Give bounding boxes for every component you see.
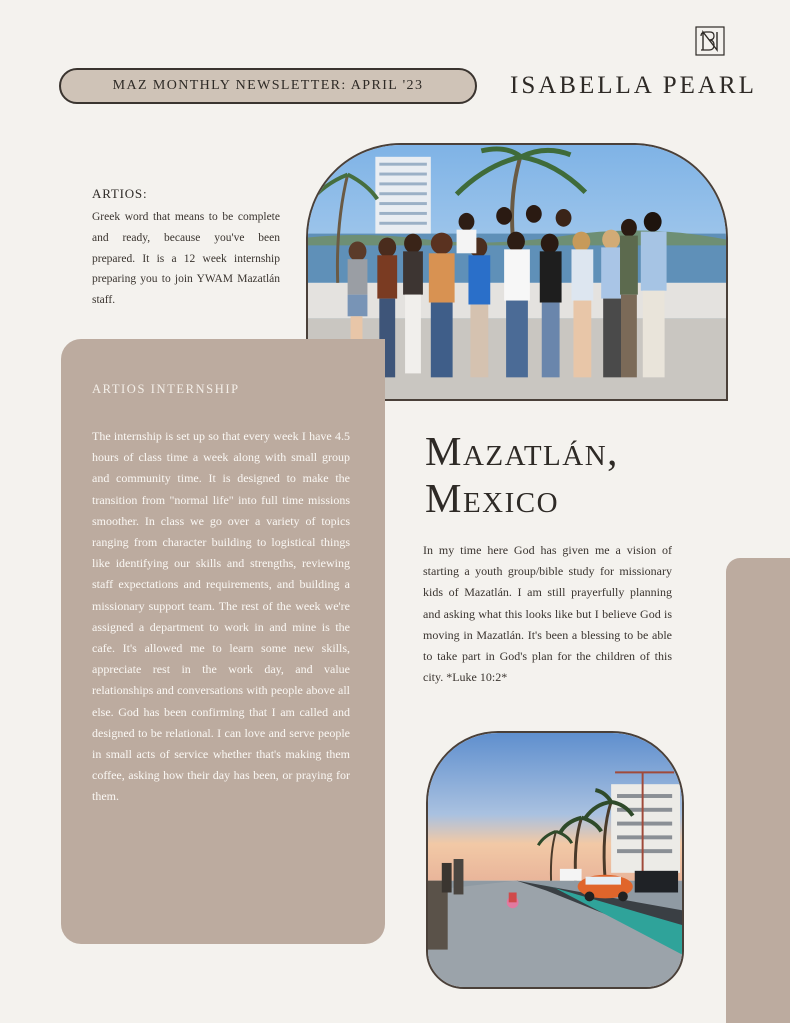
newsletter-title-pill [59, 68, 477, 104]
artios-title: ARTIOS: [92, 186, 148, 201]
newsletter-title: MAZ MONTHLY NEWSLETTER: APRIL '23 [112, 78, 424, 93]
location-headline [425, 428, 725, 522]
internship-body: The internship is set up so that every week I have 4.5 hours of class time a week along with small group and community time. It is designed to make the transition from "normal life" into full time missions smoother. In class we go over a variety of topics ranging from character building to logistical things like identifying our skills and strengths, reviewing staff expectations and requirements, and building a missionary support team. The rest of the week we're assigned a department to work in and mine is the cafe. It's allowed me to learn some new skills, appreciate rest in the work day, and value relationships and conversations with people above all else. God has been confirming that I am called and designed to be relational. I can love and serve people in small acts of service whether that's making them coffee, asking how their day has been, or praying for them. [92, 429, 350, 804]
location-country: Mexico [425, 475, 560, 521]
decorative-side-bar [726, 558, 790, 1023]
internship-heading: ARTIOS INTERNSHIP [92, 382, 240, 396]
monogram-logo-icon [695, 26, 725, 56]
artios-definition-block [92, 186, 280, 311]
author-name: ISABELLA PEARL [510, 72, 757, 99]
vision-paragraph: In my time here God has given me a vision of starting a youth group/bible study for missionary kids of Mazatlán. I am still prayerfully planning and asking what this looks like but I believe God is moving in Mazatlán. It's been a blessing to be able to take part in God's plan for the children of this city. *Luke 10:2* [423, 543, 672, 685]
location-city: Mazatlán, [425, 428, 619, 474]
artios-definition: Greek word that means to be complete and ready, because you've been prepared. It is a 12 week internship preparing you to join YWAM Mazatlán staff. [92, 211, 280, 307]
malecon-street-photo [426, 731, 684, 989]
